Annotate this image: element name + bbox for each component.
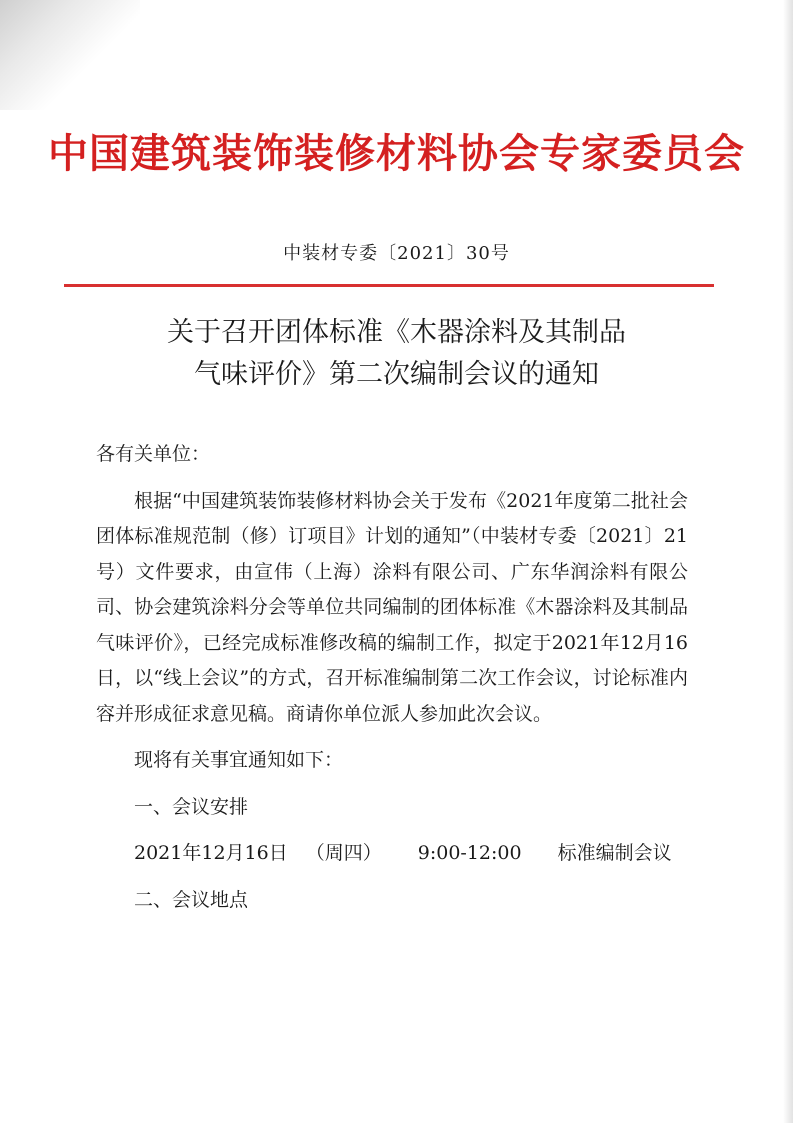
notice-title [0,312,793,396]
schedule-time: 9:00-12:00 [417,842,522,864]
notice-title-line-1: 关于召开团体标准《木器涂料及其制品 [167,317,626,348]
schedule-event: 标准编制会议 [557,842,672,864]
section-heading-location: 二、会议地点 [134,888,249,911]
paragraph-background: 根据“中国建筑装饰装修材料协会关于发布《2021年度第二批社会团体标准规范制（修）订项目》计划的通知”（中装材专委〔2021〕21号）文件要求，由宣伟（上海）涂料有限公司、广东华润涂料有限公司、协会建筑涂料分会等单位共同编制的团体标准《木器涂料及其制品气味评价》，已经完成标准修改稿的编制工作，拟定于2021年12月16日，以“线上会议”的方式，召开标准编制第二次工作会议，讨论标准内容并形成征求意见稿。商请你单位派人参加此次会议。 [96,489,688,725]
schedule-weekday: （周四） [305,842,382,864]
red-divider-line [64,284,714,287]
document-number: 中装材专委〔2021〕30号 [283,243,510,264]
notice-body [96,437,688,929]
meeting-schedule [96,836,688,872]
section-heading-arrangement: 一、会议安排 [134,795,249,818]
scan-shadow-corner [0,0,140,110]
paragraph-intro: 现将有关事宜通知如下： [134,749,344,771]
notice-title-line-2: 气味评价》第二次编制会议的通知 [194,359,599,390]
schedule-date: 2021年12月16日 [134,842,288,864]
salutation: 各有关单位： [96,443,211,465]
organization-header: 中国建筑装饰装修材料协会专家委员会 [48,131,745,177]
